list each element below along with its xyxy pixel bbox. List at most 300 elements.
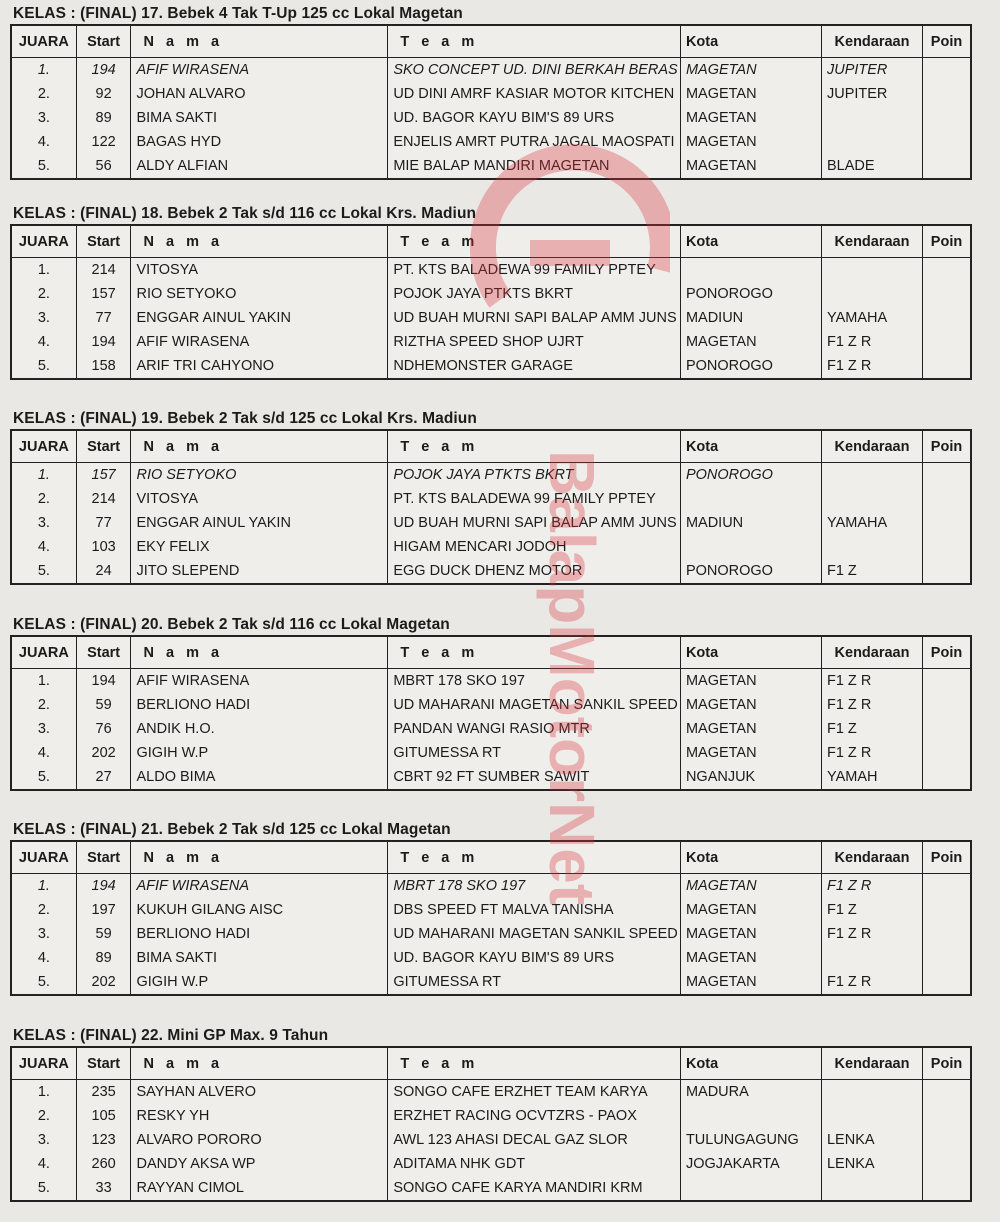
cell-kota: MAGETAN bbox=[680, 669, 821, 694]
cell-nama: BAGAS HYD bbox=[131, 130, 388, 154]
cell-kota: PONOROGO bbox=[680, 559, 821, 584]
cell-start: 122 bbox=[76, 130, 131, 154]
results-table bbox=[10, 635, 972, 791]
cell-kendaraan: LENKA bbox=[821, 1152, 922, 1176]
cell-juara: 2. bbox=[11, 487, 76, 511]
cell-kendaraan bbox=[821, 463, 922, 488]
cell-juara: 3. bbox=[11, 717, 76, 741]
cell-kendaraan: F1 Z R bbox=[821, 669, 922, 694]
cell-nama: VITOSYA bbox=[131, 258, 388, 283]
header-nama: N a m a bbox=[131, 225, 388, 258]
cell-poin bbox=[923, 1176, 971, 1201]
cell-kendaraan bbox=[821, 1104, 922, 1128]
cell-kendaraan: F1 Z R bbox=[821, 330, 922, 354]
cell-juara: 4. bbox=[11, 535, 76, 559]
class-section bbox=[10, 1026, 972, 1202]
cell-nama: GIGIH W.P bbox=[131, 970, 388, 995]
cell-team: UD MAHARANI MAGETAN SANKIL SPEED bbox=[388, 693, 681, 717]
cell-nama: AFIF WIRASENA bbox=[131, 330, 388, 354]
cell-kendaraan: LENKA bbox=[821, 1128, 922, 1152]
cell-team: SONGO CAFE KARYA MANDIRI KRM bbox=[388, 1176, 681, 1201]
cell-poin bbox=[923, 741, 971, 765]
cell-start: 27 bbox=[76, 765, 131, 790]
cell-nama: ALVARO PORORO bbox=[131, 1128, 388, 1152]
header-team: T e a m bbox=[388, 225, 681, 258]
cell-start: 157 bbox=[76, 463, 131, 488]
header-nama: N a m a bbox=[131, 430, 388, 463]
cell-start: 24 bbox=[76, 559, 131, 584]
table-row bbox=[11, 463, 971, 488]
cell-start: 59 bbox=[76, 693, 131, 717]
cell-nama: SAYHAN ALVERO bbox=[131, 1080, 388, 1105]
table-row bbox=[11, 487, 971, 511]
table-row bbox=[11, 535, 971, 559]
cell-team: UD MAHARANI MAGETAN SANKIL SPEED bbox=[388, 922, 681, 946]
cell-nama: JOHAN ALVARO bbox=[131, 82, 388, 106]
cell-poin bbox=[923, 82, 971, 106]
cell-team: ERZHET RACING OCVTZRS - PAOX bbox=[388, 1104, 681, 1128]
class-title: KELAS : (FINAL) 21. Bebek 2 Tak s/d 125 cc Lokal Magetan bbox=[13, 821, 451, 838]
cell-kendaraan: JUPITER bbox=[821, 58, 922, 83]
table-row bbox=[11, 306, 971, 330]
table-row bbox=[11, 765, 971, 790]
cell-juara: 2. bbox=[11, 1104, 76, 1128]
header-nama: N a m a bbox=[131, 841, 388, 874]
cell-team: CBRT 92 FT SUMBER SAWIT bbox=[388, 765, 681, 790]
cell-team: AWL 123 AHASI DECAL GAZ SLOR bbox=[388, 1128, 681, 1152]
cell-poin bbox=[923, 306, 971, 330]
cell-kendaraan bbox=[821, 1176, 922, 1201]
header-team: T e a m bbox=[388, 1047, 681, 1080]
table-row bbox=[11, 693, 971, 717]
cell-kendaraan bbox=[821, 282, 922, 306]
cell-start: 123 bbox=[76, 1128, 131, 1152]
header-juara: JUARA bbox=[11, 841, 76, 874]
cell-kota bbox=[680, 258, 821, 283]
cell-start: 157 bbox=[76, 282, 131, 306]
cell-team: UD DINI AMRF KASIAR MOTOR KITCHEN bbox=[388, 82, 681, 106]
cell-poin bbox=[923, 970, 971, 995]
cell-kendaraan bbox=[821, 487, 922, 511]
header-poin: Poin bbox=[923, 1047, 971, 1080]
cell-juara: 4. bbox=[11, 1152, 76, 1176]
cell-nama: BIMA SAKTI bbox=[131, 946, 388, 970]
cell-start: 59 bbox=[76, 922, 131, 946]
cell-kota: MAGETAN bbox=[680, 717, 821, 741]
header-kendaraan: Kendaraan bbox=[821, 225, 922, 258]
table-row bbox=[11, 874, 971, 899]
results-table bbox=[10, 840, 972, 996]
cell-poin bbox=[923, 511, 971, 535]
header-team: T e a m bbox=[388, 841, 681, 874]
results-table bbox=[10, 24, 972, 180]
cell-team: HIGAM MENCARI JODOH bbox=[388, 535, 681, 559]
cell-team: GITUMESSA RT bbox=[388, 970, 681, 995]
cell-team: UD. BAGOR KAYU BIM'S 89 URS bbox=[388, 946, 681, 970]
cell-team: PT. KTS BALADEWA 99 FAMILY PPTEY bbox=[388, 258, 681, 283]
cell-juara: 4. bbox=[11, 330, 76, 354]
cell-team: MBRT 178 SKO 197 bbox=[388, 874, 681, 899]
cell-kendaraan: F1 Z bbox=[821, 717, 922, 741]
cell-kendaraan: YAMAH bbox=[821, 765, 922, 790]
table-row bbox=[11, 970, 971, 995]
cell-start: 158 bbox=[76, 354, 131, 379]
cell-nama: ALDO BIMA bbox=[131, 765, 388, 790]
header-kendaraan: Kendaraan bbox=[821, 1047, 922, 1080]
table-row bbox=[11, 1176, 971, 1201]
cell-start: 92 bbox=[76, 82, 131, 106]
cell-juara: 5. bbox=[11, 970, 76, 995]
cell-kendaraan bbox=[821, 535, 922, 559]
cell-poin bbox=[923, 58, 971, 83]
cell-kendaraan bbox=[821, 946, 922, 970]
cell-start: 194 bbox=[76, 58, 131, 83]
cell-nama: AFIF WIRASENA bbox=[131, 58, 388, 83]
cell-kota bbox=[680, 487, 821, 511]
cell-kota: MAGETAN bbox=[680, 946, 821, 970]
cell-juara: 2. bbox=[11, 82, 76, 106]
cell-start: 202 bbox=[76, 741, 131, 765]
header-poin: Poin bbox=[923, 225, 971, 258]
cell-juara: 4. bbox=[11, 946, 76, 970]
table-row bbox=[11, 559, 971, 584]
cell-poin bbox=[923, 1080, 971, 1105]
table-row bbox=[11, 1080, 971, 1105]
cell-start: 194 bbox=[76, 669, 131, 694]
cell-poin bbox=[923, 559, 971, 584]
cell-poin bbox=[923, 535, 971, 559]
header-poin: Poin bbox=[923, 841, 971, 874]
cell-team: UD. BAGOR KAYU BIM'S 89 URS bbox=[388, 106, 681, 130]
cell-kota: MAGETAN bbox=[680, 693, 821, 717]
cell-poin bbox=[923, 130, 971, 154]
header-kota: Kota bbox=[680, 841, 821, 874]
results-table bbox=[10, 224, 972, 380]
table-row bbox=[11, 282, 971, 306]
cell-nama: RIO SETYOKO bbox=[131, 463, 388, 488]
class-section bbox=[10, 204, 972, 380]
header-juara: JUARA bbox=[11, 25, 76, 58]
cell-juara: 1. bbox=[11, 58, 76, 83]
cell-nama: GIGIH W.P bbox=[131, 741, 388, 765]
cell-team: UD BUAH MURNI SAPI BALAP AMM JUNS bbox=[388, 306, 681, 330]
cell-nama: RESKY YH bbox=[131, 1104, 388, 1128]
header-start: Start bbox=[76, 1047, 131, 1080]
cell-team: POJOK JAYA PTKTS BKRT bbox=[388, 463, 681, 488]
cell-kendaraan: F1 Z R bbox=[821, 874, 922, 899]
cell-nama: EKY FELIX bbox=[131, 535, 388, 559]
cell-kota: MAGETAN bbox=[680, 82, 821, 106]
cell-kota bbox=[680, 1104, 821, 1128]
header-start: Start bbox=[76, 25, 131, 58]
cell-poin bbox=[923, 258, 971, 283]
header-juara: JUARA bbox=[11, 1047, 76, 1080]
header-start: Start bbox=[76, 841, 131, 874]
table-row bbox=[11, 669, 971, 694]
cell-kota: MAGETAN bbox=[680, 130, 821, 154]
cell-poin bbox=[923, 693, 971, 717]
cell-kota: MAGETAN bbox=[680, 741, 821, 765]
cell-team: PT. KTS BALADEWA 99 FAMILY PPTEY bbox=[388, 487, 681, 511]
cell-poin bbox=[923, 487, 971, 511]
cell-poin bbox=[923, 946, 971, 970]
cell-kota: PONOROGO bbox=[680, 282, 821, 306]
table-row bbox=[11, 1128, 971, 1152]
cell-nama: AFIF WIRASENA bbox=[131, 669, 388, 694]
cell-kendaraan: F1 Z bbox=[821, 898, 922, 922]
cell-kota: MADIUN bbox=[680, 306, 821, 330]
cell-start: 33 bbox=[76, 1176, 131, 1201]
cell-start: 103 bbox=[76, 535, 131, 559]
cell-nama: ENGGAR AINUL YAKIN bbox=[131, 306, 388, 330]
cell-team: SKO CONCEPT UD. DINI BERKAH BERAS bbox=[388, 58, 681, 83]
cell-nama: JITO SLEPEND bbox=[131, 559, 388, 584]
header-nama: N a m a bbox=[131, 636, 388, 669]
cell-nama: AFIF WIRASENA bbox=[131, 874, 388, 899]
cell-start: 194 bbox=[76, 330, 131, 354]
table-row bbox=[11, 330, 971, 354]
cell-kendaraan bbox=[821, 106, 922, 130]
cell-juara: 5. bbox=[11, 354, 76, 379]
cell-kota: JOGJAKARTA bbox=[680, 1152, 821, 1176]
cell-nama: ALDY ALFIAN bbox=[131, 154, 388, 179]
watermark-text: BalapMotorNet bbox=[536, 450, 608, 906]
cell-nama: ENGGAR AINUL YAKIN bbox=[131, 511, 388, 535]
header-poin: Poin bbox=[923, 430, 971, 463]
cell-kendaraan: F1 Z R bbox=[821, 970, 922, 995]
table-row bbox=[11, 741, 971, 765]
cell-kendaraan: F1 Z bbox=[821, 559, 922, 584]
cell-juara: 4. bbox=[11, 130, 76, 154]
cell-poin bbox=[923, 1128, 971, 1152]
cell-juara: 3. bbox=[11, 1128, 76, 1152]
cell-start: 197 bbox=[76, 898, 131, 922]
results-table bbox=[10, 429, 972, 585]
cell-start: 194 bbox=[76, 874, 131, 899]
cell-start: 214 bbox=[76, 487, 131, 511]
cell-juara: 1. bbox=[11, 258, 76, 283]
class-section bbox=[10, 4, 972, 180]
cell-team: EGG DUCK DHENZ MOTOR bbox=[388, 559, 681, 584]
cell-kota: MAGETAN bbox=[680, 922, 821, 946]
cell-kota: MAGETAN bbox=[680, 58, 821, 83]
cell-kendaraan: F1 Z R bbox=[821, 741, 922, 765]
header-start: Start bbox=[76, 430, 131, 463]
header-team: T e a m bbox=[388, 636, 681, 669]
cell-nama: ARIF TRI CAHYONO bbox=[131, 354, 388, 379]
cell-nama: KUKUH GILANG AISC bbox=[131, 898, 388, 922]
cell-team: DBS SPEED FT MALVA TANISHA bbox=[388, 898, 681, 922]
cell-kendaraan: F1 Z R bbox=[821, 354, 922, 379]
header-nama: N a m a bbox=[131, 25, 388, 58]
class-section bbox=[10, 820, 972, 996]
cell-team: POJOK JAYA PTKTS BKRT bbox=[388, 282, 681, 306]
class-title: KELAS : (FINAL) 18. Bebek 2 Tak s/d 116 cc Lokal Krs. Madiun bbox=[13, 205, 477, 222]
cell-kota: TULUNGAGUNG bbox=[680, 1128, 821, 1152]
cell-start: 89 bbox=[76, 946, 131, 970]
header-nama: N a m a bbox=[131, 1047, 388, 1080]
cell-team: MIE BALAP MANDIRI MAGETAN bbox=[388, 154, 681, 179]
table-row bbox=[11, 1104, 971, 1128]
cell-kota: MAGETAN bbox=[680, 154, 821, 179]
cell-team: RIZTHA SPEED SHOP UJRT bbox=[388, 330, 681, 354]
cell-kendaraan: F1 Z R bbox=[821, 922, 922, 946]
cell-kota: MADURA bbox=[680, 1080, 821, 1105]
header-kendaraan: Kendaraan bbox=[821, 841, 922, 874]
header-kota: Kota bbox=[680, 1047, 821, 1080]
header-kota: Kota bbox=[680, 636, 821, 669]
cell-poin bbox=[923, 282, 971, 306]
cell-team: GITUMESSA RT bbox=[388, 741, 681, 765]
cell-juara: 3. bbox=[11, 922, 76, 946]
cell-poin bbox=[923, 1104, 971, 1128]
cell-kendaraan bbox=[821, 258, 922, 283]
cell-poin bbox=[923, 154, 971, 179]
header-poin: Poin bbox=[923, 25, 971, 58]
cell-team: ADITAMA NHK GDT bbox=[388, 1152, 681, 1176]
header-kendaraan: Kendaraan bbox=[821, 636, 922, 669]
cell-poin bbox=[923, 354, 971, 379]
cell-juara: 2. bbox=[11, 693, 76, 717]
cell-kota: MAGETAN bbox=[680, 330, 821, 354]
cell-poin bbox=[923, 1152, 971, 1176]
cell-start: 77 bbox=[76, 511, 131, 535]
cell-start: 260 bbox=[76, 1152, 131, 1176]
header-team: T e a m bbox=[388, 430, 681, 463]
cell-kendaraan: YAMAHA bbox=[821, 306, 922, 330]
cell-poin bbox=[923, 922, 971, 946]
cell-nama: VITOSYA bbox=[131, 487, 388, 511]
cell-nama: BERLIONO HADI bbox=[131, 922, 388, 946]
cell-juara: 4. bbox=[11, 741, 76, 765]
cell-team: MBRT 178 SKO 197 bbox=[388, 669, 681, 694]
cell-juara: 3. bbox=[11, 511, 76, 535]
cell-poin bbox=[923, 898, 971, 922]
class-title: KELAS : (FINAL) 20. Bebek 2 Tak s/d 116 cc Lokal Magetan bbox=[13, 616, 450, 633]
cell-team: NDHEMONSTER GARAGE bbox=[388, 354, 681, 379]
cell-team: PANDAN WANGI RASIO MTR bbox=[388, 717, 681, 741]
cell-start: 235 bbox=[76, 1080, 131, 1105]
cell-kota: MAGETAN bbox=[680, 874, 821, 899]
class-title: KELAS : (FINAL) 17. Bebek 4 Tak T-Up 125 cc Lokal Magetan bbox=[13, 5, 463, 22]
cell-nama: BERLIONO HADI bbox=[131, 693, 388, 717]
cell-juara: 2. bbox=[11, 282, 76, 306]
header-start: Start bbox=[76, 636, 131, 669]
table-row bbox=[11, 82, 971, 106]
cell-start: 89 bbox=[76, 106, 131, 130]
table-row bbox=[11, 154, 971, 179]
header-poin: Poin bbox=[923, 636, 971, 669]
cell-kendaraan bbox=[821, 130, 922, 154]
cell-team: UD BUAH MURNI SAPI BALAP AMM JUNS bbox=[388, 511, 681, 535]
cell-juara: 3. bbox=[11, 106, 76, 130]
table-row bbox=[11, 106, 971, 130]
table-row bbox=[11, 130, 971, 154]
cell-juara: 5. bbox=[11, 1176, 76, 1201]
header-kendaraan: Kendaraan bbox=[821, 25, 922, 58]
header-start: Start bbox=[76, 225, 131, 258]
cell-kota bbox=[680, 535, 821, 559]
table-row bbox=[11, 898, 971, 922]
table-row bbox=[11, 511, 971, 535]
header-kota: Kota bbox=[680, 430, 821, 463]
cell-kota: PONOROGO bbox=[680, 463, 821, 488]
cell-poin bbox=[923, 765, 971, 790]
cell-team: ENJELIS AMRT PUTRA JAGAL MAOSPATI bbox=[388, 130, 681, 154]
cell-start: 76 bbox=[76, 717, 131, 741]
cell-start: 214 bbox=[76, 258, 131, 283]
cell-juara: 1. bbox=[11, 1080, 76, 1105]
cell-kota: PONOROGO bbox=[680, 354, 821, 379]
header-kendaraan: Kendaraan bbox=[821, 430, 922, 463]
cell-juara: 1. bbox=[11, 463, 76, 488]
cell-team: SONGO CAFE ERZHET TEAM KARYA bbox=[388, 1080, 681, 1105]
header-kota: Kota bbox=[680, 25, 821, 58]
cell-kendaraan: F1 Z R bbox=[821, 693, 922, 717]
cell-nama: DANDY AKSA WP bbox=[131, 1152, 388, 1176]
cell-nama: RAYYAN CIMOL bbox=[131, 1176, 388, 1201]
cell-poin bbox=[923, 330, 971, 354]
table-row bbox=[11, 1152, 971, 1176]
class-section bbox=[10, 615, 972, 791]
cell-kota bbox=[680, 1176, 821, 1201]
header-kota: Kota bbox=[680, 225, 821, 258]
cell-poin bbox=[923, 717, 971, 741]
cell-poin bbox=[923, 874, 971, 899]
class-title: KELAS : (FINAL) 22. Mini GP Max. 9 Tahun bbox=[13, 1027, 329, 1044]
cell-nama: ANDIK H.O. bbox=[131, 717, 388, 741]
cell-start: 202 bbox=[76, 970, 131, 995]
table-row bbox=[11, 946, 971, 970]
cell-nama: BIMA SAKTI bbox=[131, 106, 388, 130]
cell-kota: MAGETAN bbox=[680, 970, 821, 995]
cell-nama: RIO SETYOKO bbox=[131, 282, 388, 306]
cell-start: 56 bbox=[76, 154, 131, 179]
table-row bbox=[11, 717, 971, 741]
cell-kota: NGANJUK bbox=[680, 765, 821, 790]
class-section bbox=[10, 409, 972, 585]
cell-start: 105 bbox=[76, 1104, 131, 1128]
header-team: T e a m bbox=[388, 25, 681, 58]
results-table bbox=[10, 1046, 972, 1202]
cell-kendaraan bbox=[821, 1080, 922, 1105]
cell-poin bbox=[923, 669, 971, 694]
cell-juara: 2. bbox=[11, 898, 76, 922]
cell-start: 77 bbox=[76, 306, 131, 330]
header-juara: JUARA bbox=[11, 636, 76, 669]
cell-kendaraan: BLADE bbox=[821, 154, 922, 179]
cell-juara: 1. bbox=[11, 874, 76, 899]
header-juara: JUARA bbox=[11, 225, 76, 258]
table-row bbox=[11, 258, 971, 283]
cell-juara: 5. bbox=[11, 765, 76, 790]
cell-juara: 1. bbox=[11, 669, 76, 694]
cell-kota: MAGETAN bbox=[680, 898, 821, 922]
table-row bbox=[11, 354, 971, 379]
class-title: KELAS : (FINAL) 19. Bebek 2 Tak s/d 125 cc Lokal Krs. Madiun bbox=[13, 410, 477, 427]
table-row bbox=[11, 58, 971, 83]
cell-poin bbox=[923, 106, 971, 130]
cell-juara: 5. bbox=[11, 559, 76, 584]
cell-poin bbox=[923, 463, 971, 488]
cell-kota: MADIUN bbox=[680, 511, 821, 535]
cell-juara: 3. bbox=[11, 306, 76, 330]
cell-kota: MAGETAN bbox=[680, 106, 821, 130]
cell-kendaraan: YAMAHA bbox=[821, 511, 922, 535]
table-row bbox=[11, 922, 971, 946]
cell-juara: 5. bbox=[11, 154, 76, 179]
header-juara: JUARA bbox=[11, 430, 76, 463]
